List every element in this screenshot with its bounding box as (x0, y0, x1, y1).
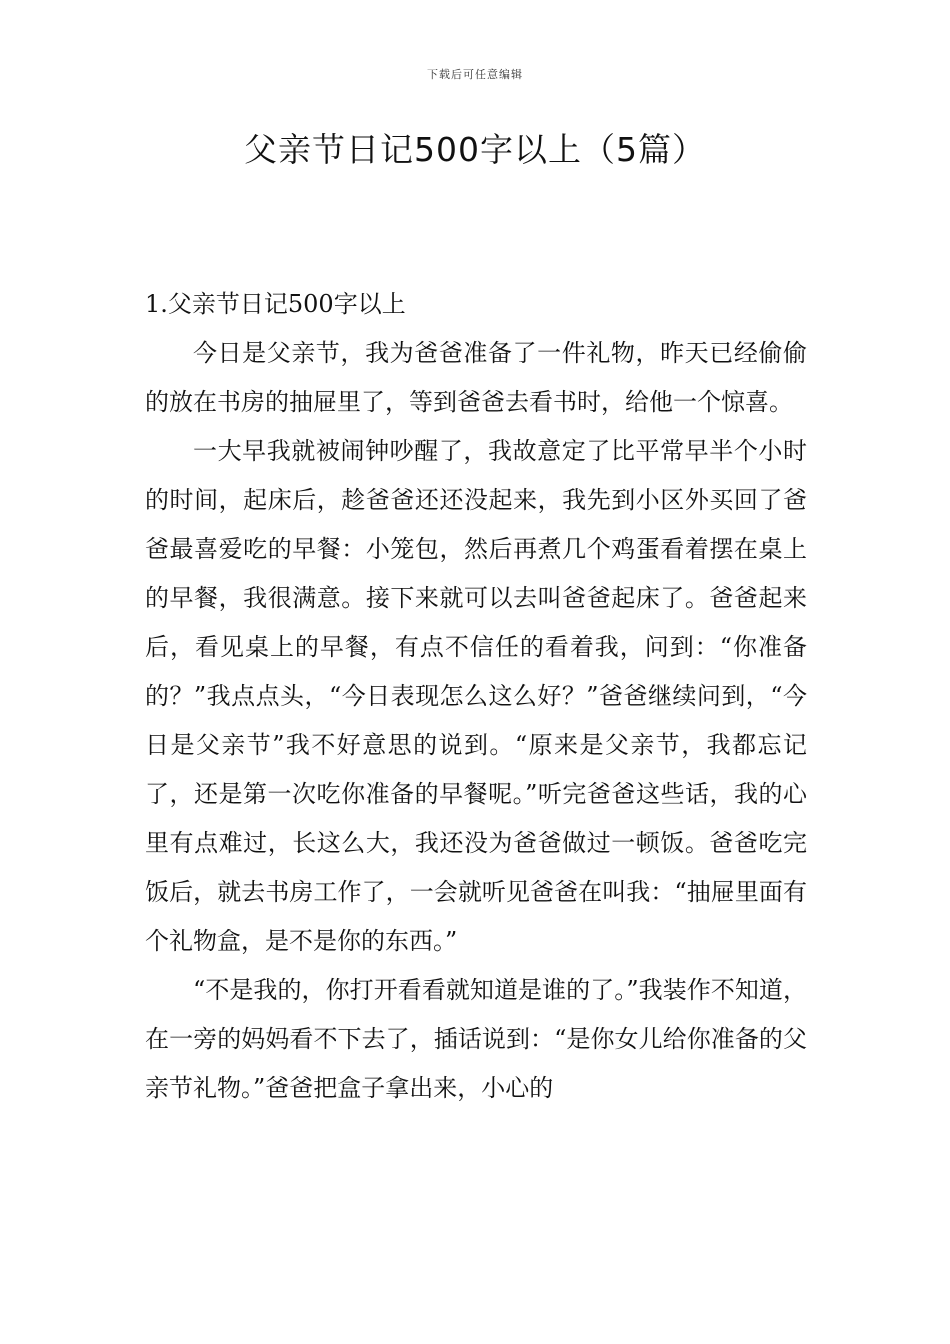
document-title: 父亲节日记500字以上（5篇） (244, 130, 706, 169)
paragraph-3: “不是我的，你打开看看就知道是谁的了。”我装作不知道，在一旁的妈妈看不下去了，插话说到：“是你女儿给你准备的父亲节礼物。”爸爸把盒子拿出来，小心的 (145, 976, 807, 1102)
section-heading: 1.父亲节日记500字以上 (145, 290, 406, 318)
document-body (145, 280, 807, 1113)
paragraph-2: 一大早我就被闹钟吵醒了，我故意定了比平常早半个小时的时间，起床后，趁爸爸还还没起来，我先到小区外买回了爸爸最喜爱吃的早餐：小笼包，然后再煮几个鸡蛋看着摆在桌上的早餐，我很满意。接下来就可以去叫爸爸起床了。爸爸起来后，看见桌上的早餐，有点不信任的看着我，问到：“你准备的？”我点点头，“今日表现怎么这么好？”爸爸继续问到，“今日是父亲节”我不好意思的说到。“原来是父亲节，我都忘记了，还是第一次吃你准备的早餐呢。”听完爸爸这些话，我的心里有点难过，长这么大，我还没为爸爸做过一顿饭。爸爸吃完饭后，就去书房工作了，一会就听见爸爸在叫我：“抽屉里面有个礼物盒，是不是你的东西。” (145, 437, 807, 955)
paragraph-1: 今日是父亲节，我为爸爸准备了一件礼物，昨天已经偷偷的放在书房的抽屉里了，等到爸爸去看书时，给他一个惊喜。 (145, 339, 807, 416)
header-note: 下载后可任意编辑 (427, 68, 523, 81)
